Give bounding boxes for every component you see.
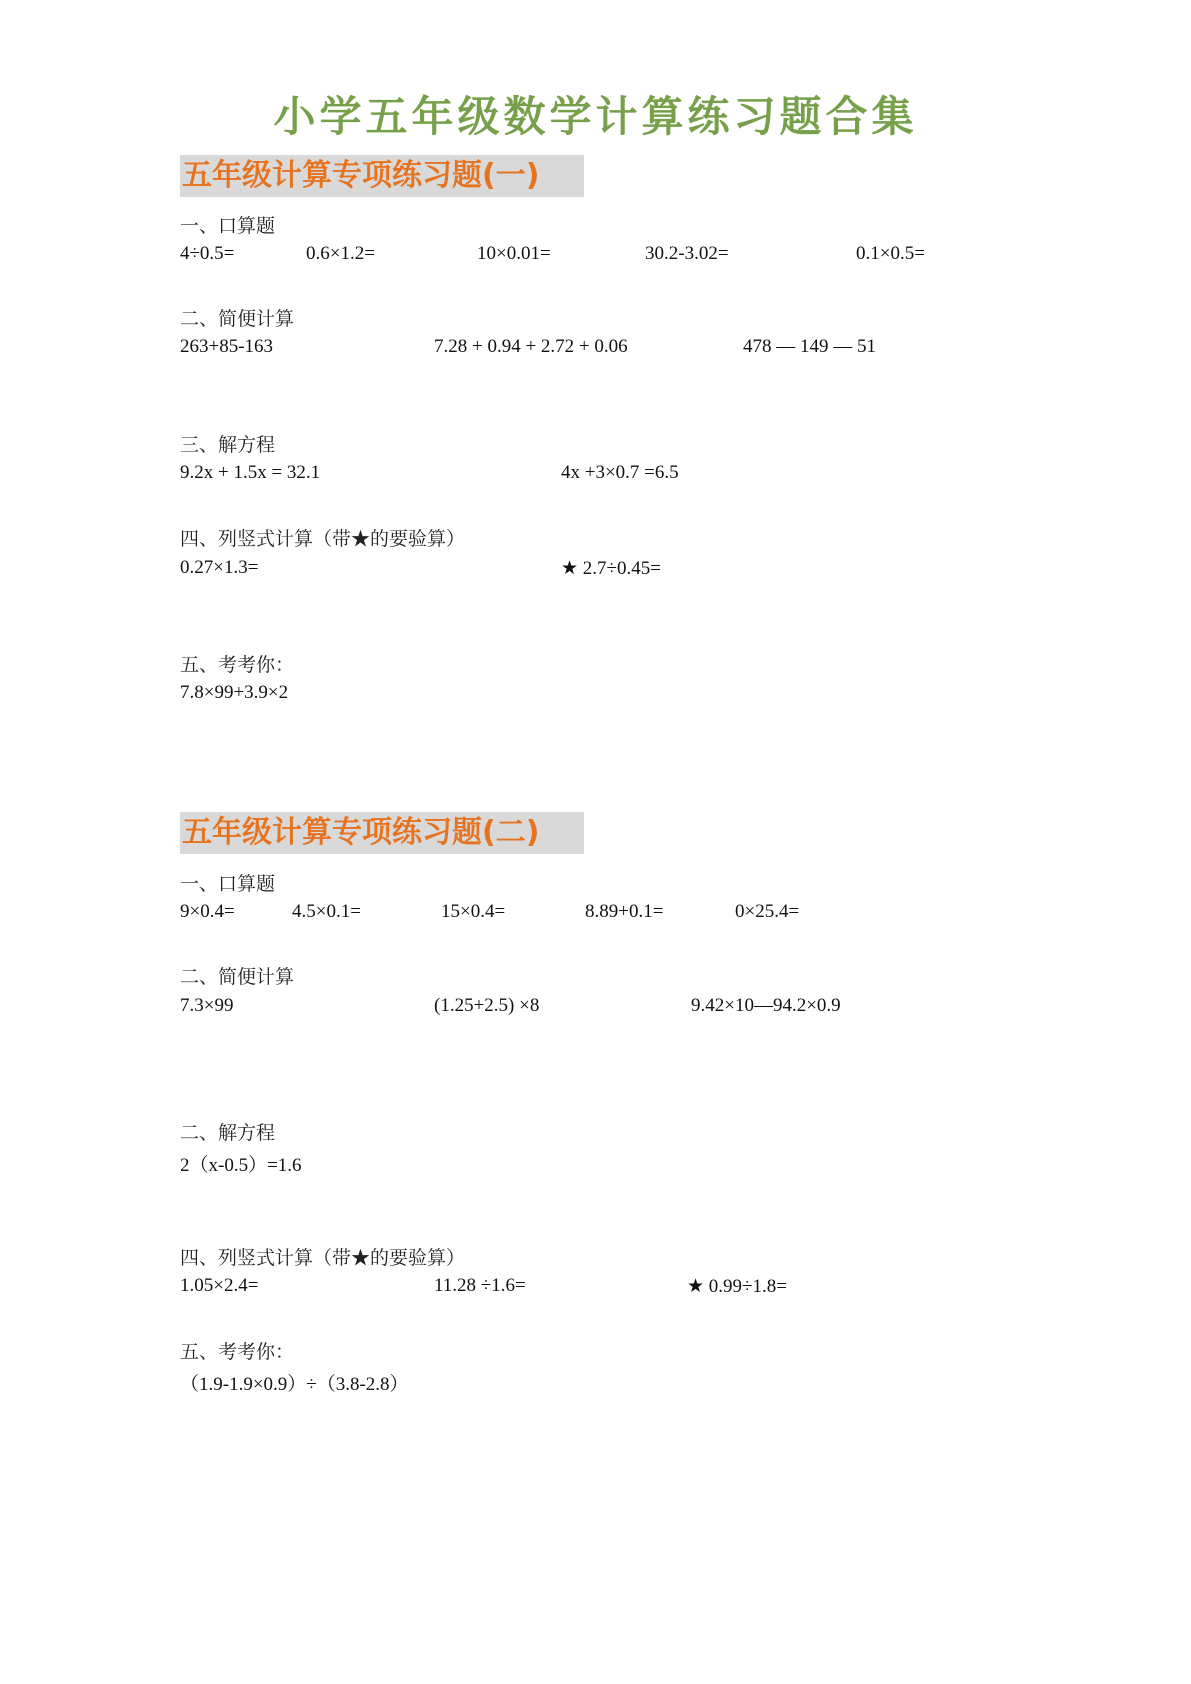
problem-item: 0.27×1.3=	[180, 557, 259, 578]
problem-item: 11.28 ÷1.6=	[434, 1275, 526, 1296]
problem-item: 0.1×0.5=	[856, 243, 925, 264]
problem-item: 30.2-3.02=	[645, 243, 729, 264]
problem-item: 7.28 + 0.94 + 2.72 + 0.06	[434, 336, 628, 357]
problem-item: 10×0.01=	[477, 243, 551, 264]
problem-item: 1.05×2.4=	[180, 1275, 259, 1296]
problem-item: (1.25+2.5) ×8	[434, 995, 540, 1016]
problem-item: 478 — 149 — 51	[743, 336, 876, 357]
problem-item: 15×0.4=	[441, 901, 506, 922]
problem-item: 8.89+0.1=	[585, 901, 664, 922]
part-label-oral: 一、口算题	[180, 873, 276, 895]
part-label-equation: 三、解方程	[180, 434, 276, 456]
problem-item: 4.5×0.1=	[292, 901, 361, 922]
section-heading-1: 五年级计算专项练习题(一)	[180, 155, 584, 197]
problem-item: 7.8×99+3.9×2	[180, 682, 289, 703]
part-label-challenge: 五、考考你：	[180, 1341, 295, 1363]
problem-item: 7.3×99	[180, 995, 234, 1016]
problem-item: 9.2x + 1.5x = 32.1	[180, 462, 321, 483]
problem-item: 4x +3×0.7 =6.5	[561, 462, 679, 483]
part-label-simplify: 二、简便计算	[180, 966, 295, 988]
problem-item: ★ 0.99÷1.8=	[687, 1276, 787, 1297]
problem-item: 2（x-0.5）=1.6	[180, 1155, 302, 1176]
part-label-vertical: 四、列竖式计算（带★的要验算）	[180, 528, 466, 550]
part-label-oral: 一、口算题	[180, 215, 276, 237]
problem-item: 0×25.4=	[735, 901, 800, 922]
page-title: 小学五年级数学计算练习题合集	[273, 92, 918, 141]
problem-item: 9.42×10—94.2×0.9	[691, 995, 841, 1016]
section-heading-2: 五年级计算专项练习题(二)	[180, 812, 584, 854]
part-label-vertical: 四、列竖式计算（带★的要验算）	[180, 1247, 466, 1269]
problem-item: （1.9-1.9×0.9）÷（3.8-2.8）	[180, 1374, 409, 1395]
problem-item: 0.6×1.2=	[306, 243, 375, 264]
problem-item: ★ 2.7÷0.45=	[561, 558, 661, 579]
problem-item: 263+85-163	[180, 336, 274, 357]
problem-item: 9×0.4=	[180, 901, 235, 922]
problem-item: 4÷0.5=	[180, 243, 235, 264]
part-label-challenge: 五、考考你：	[180, 654, 295, 676]
part-label-equation: 二、解方程	[180, 1122, 276, 1144]
part-label-simplify: 二、简便计算	[180, 308, 295, 330]
